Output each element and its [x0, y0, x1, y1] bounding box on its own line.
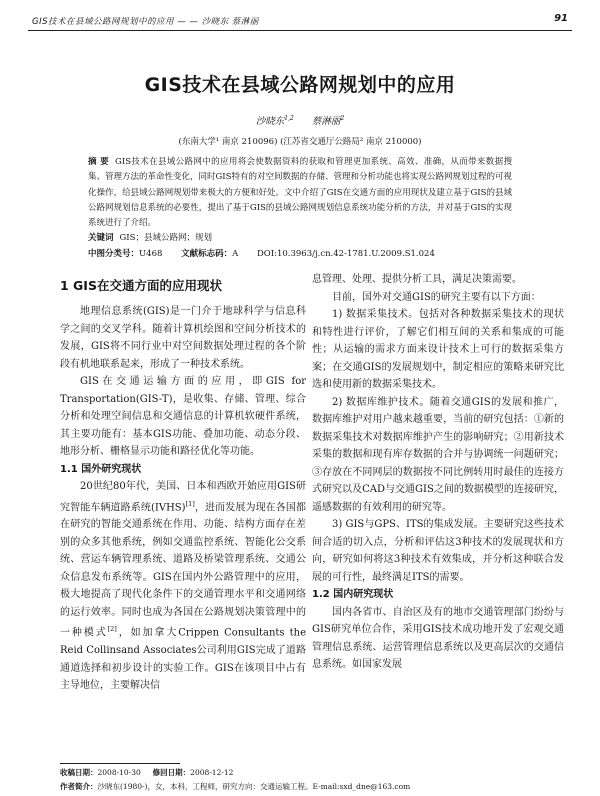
keywords-label: 关键词 [88, 233, 114, 243]
page-number: 91 [554, 13, 568, 24]
affiliations: (东南大学¹ 南京 210096) (江苏省交通厅公路局² 南京 210000) [178, 137, 422, 147]
author-affil-mark: 1,2 [284, 114, 294, 122]
paragraph: 3) GIS与GPS、ITS的集成发展。主要研究这些技术间合适的切入点，分析和评估这3种技术的发展现状和方向，研究如何将这3种技术有效集成，并分析这种联合发展的可行性，最终满足ITS的需要。 [312, 519, 564, 583]
paragraph: 国内各省市、自治区及有的地市交通管理部门纷纷与GIS研究单位合作，采用GIS技术成功地开发了宏观交通管理信息系统、运营管理信息系统以及更高层次的交通信息系统。如国家发展 [312, 606, 564, 670]
keywords [88, 231, 512, 243]
footnote-author-bio [60, 781, 560, 792]
clc-value: U468 [139, 249, 163, 259]
subsection-heading: 1.1 国外研究现状 [60, 463, 142, 475]
clc-label: 中图分类号： [88, 249, 140, 259]
footnote-rule [60, 763, 180, 764]
received-label: 收稿日期： [60, 768, 98, 777]
paragraph: 息管理、处理、提供分析工具，满足决策需要。 [312, 274, 522, 285]
section-heading: 1 GIS在交通方面的应用现状 [60, 278, 222, 293]
paragraph: 地理信息系统(GIS)是一门介于地球科学与信息科学之间的交叉学科。随着计算机绘图和空间分析技术的发展，GIS将不同行业中对空间数据处理过程的各个阶段有机地联系起来，形成了一种技术系统。 [60, 306, 306, 370]
author-name: 沙晓东 [255, 116, 285, 127]
received-date: 2008-10-30 [97, 768, 141, 777]
paragraph: 目前，国外对交通GIS的研究主要有以下方面： [332, 291, 541, 303]
bio-text: 沙晓东(1980-)，女，本科，工程师，研究方向：交通运输工程。E-mail:sxd_dne@163.com [97, 782, 411, 791]
keywords-text: GIS；县域公路网；规划 [119, 233, 212, 243]
paragraph [60, 478, 306, 695]
paragraph-text: ，进而发展为现在各国都在研究的智能交通系统在作用、功能、结构方面存在差别的众多其他系统，例如交通监控系统、智能化公交系统、营运车辆管理系统、道路及桥梁管理系统、交通公众信息发布系统等。GIS在国内外公路管理中的应用，极大地提高了现代化条件下的交通管理水平和交通网络的运行效率。同时也成为各国在公路规划决策管理中的一种模式 [60, 501, 307, 639]
classification-line [88, 247, 528, 259]
revised-label: 修回日期： [152, 768, 191, 777]
authors [0, 113, 600, 127]
right-column [312, 271, 564, 674]
abstract-label: 摘 要 [88, 157, 110, 167]
paragraph: 1) 数据采集技术。包括对各种数据采集技术的现状和特性进行评价，了解它们相互间的关系和集成的可能性；从运输的需求方面来设计技术上可行的数据采集方案；在交通GIS的发展规划中，制定相应的策略来研究比选和使用新的数据采集技术。 [312, 309, 564, 390]
doc-code-value: A [232, 249, 239, 259]
abstract-text: GIS技术在县域公路网中的应用将会使数据资料的获取和管理更加系统、高效、准确，从而带来数据搜集、管理方法的革命性变化，同时GIS特有的对空间数据的存储、管理和分析功能也将实现公路网规划过程的可视化操作，给县域公路网规划带来极大的方便和好处。文中介绍了GIS在交通方面的应用现状及建立基于GIS的县域公路网规划信息系统的必要性，提出了基于GIS的县域公路网规划信息系统功能分析的方法，并对基于GIS的实现系统进行了介绍。 [88, 157, 512, 229]
doi: DOI:10.3963/j.cn.42-1781.U.2009.S1.024 [256, 249, 435, 259]
paragraph: GIS在交通运输方面的应用，即GIS for Transportation(GIS-T)，是收集、存储、管理、综合分析和处理空间信息和交通信息的计算机软硬件系统，其主要功能有：基本GIS功能、叠加功能、动态分段、地形分析、栅格显示功能和路径优化等功能。 [60, 376, 306, 457]
revised-date: 2008-12-12 [190, 768, 234, 777]
running-head-text: GIS技术在县域公路网规划中的应用 — — 沙晓东 蔡淋丽 [32, 17, 259, 27]
running-head [28, 13, 572, 31]
subsection-heading: 1.2 国内研究现状 [312, 589, 394, 600]
citation: [2] [107, 625, 117, 634]
paragraph-text: ，如加拿大Crippen Consultants the Reid Collinsand Associates公司利用GIS完成了道路通道选择和初步设计的实验工作。GIS在该项目中占有主导地位，主要解决信 [60, 627, 307, 692]
author-name: 蔡淋丽 [311, 116, 341, 127]
footnote-dates [60, 767, 560, 778]
abstract [88, 155, 512, 231]
author-affil-mark: 2 [340, 114, 345, 122]
paragraph-text: 20世纪80年代，美国、日本和西欧开始应用GIS研究智能车辆道路系统(IVHS) [60, 481, 306, 513]
citation: [1] [185, 499, 195, 508]
doc-code-label: 文献标志码： [181, 249, 233, 259]
article-title: GIS技术在县域公路网规划中的应用 [144, 74, 456, 96]
left-column [60, 268, 306, 695]
bio-label: 作者简介： [60, 782, 98, 791]
paragraph: 2) 数据库维护技术。随着交通GIS的发展和推广，数据库维护对用户越来越重要，当前的研究包括：①新的数据采集技术对数据库维护产生的影响研究；②用新技术采集的数据和现有库存数据的合并与协调统一问题研究；③存放在不同网层的数据按不同比例转用时最佳的连接方式研究以及CAD与交通GIS之间的数据模型的连接研究，遥感数据的有效利用的研究等。 [312, 396, 564, 513]
